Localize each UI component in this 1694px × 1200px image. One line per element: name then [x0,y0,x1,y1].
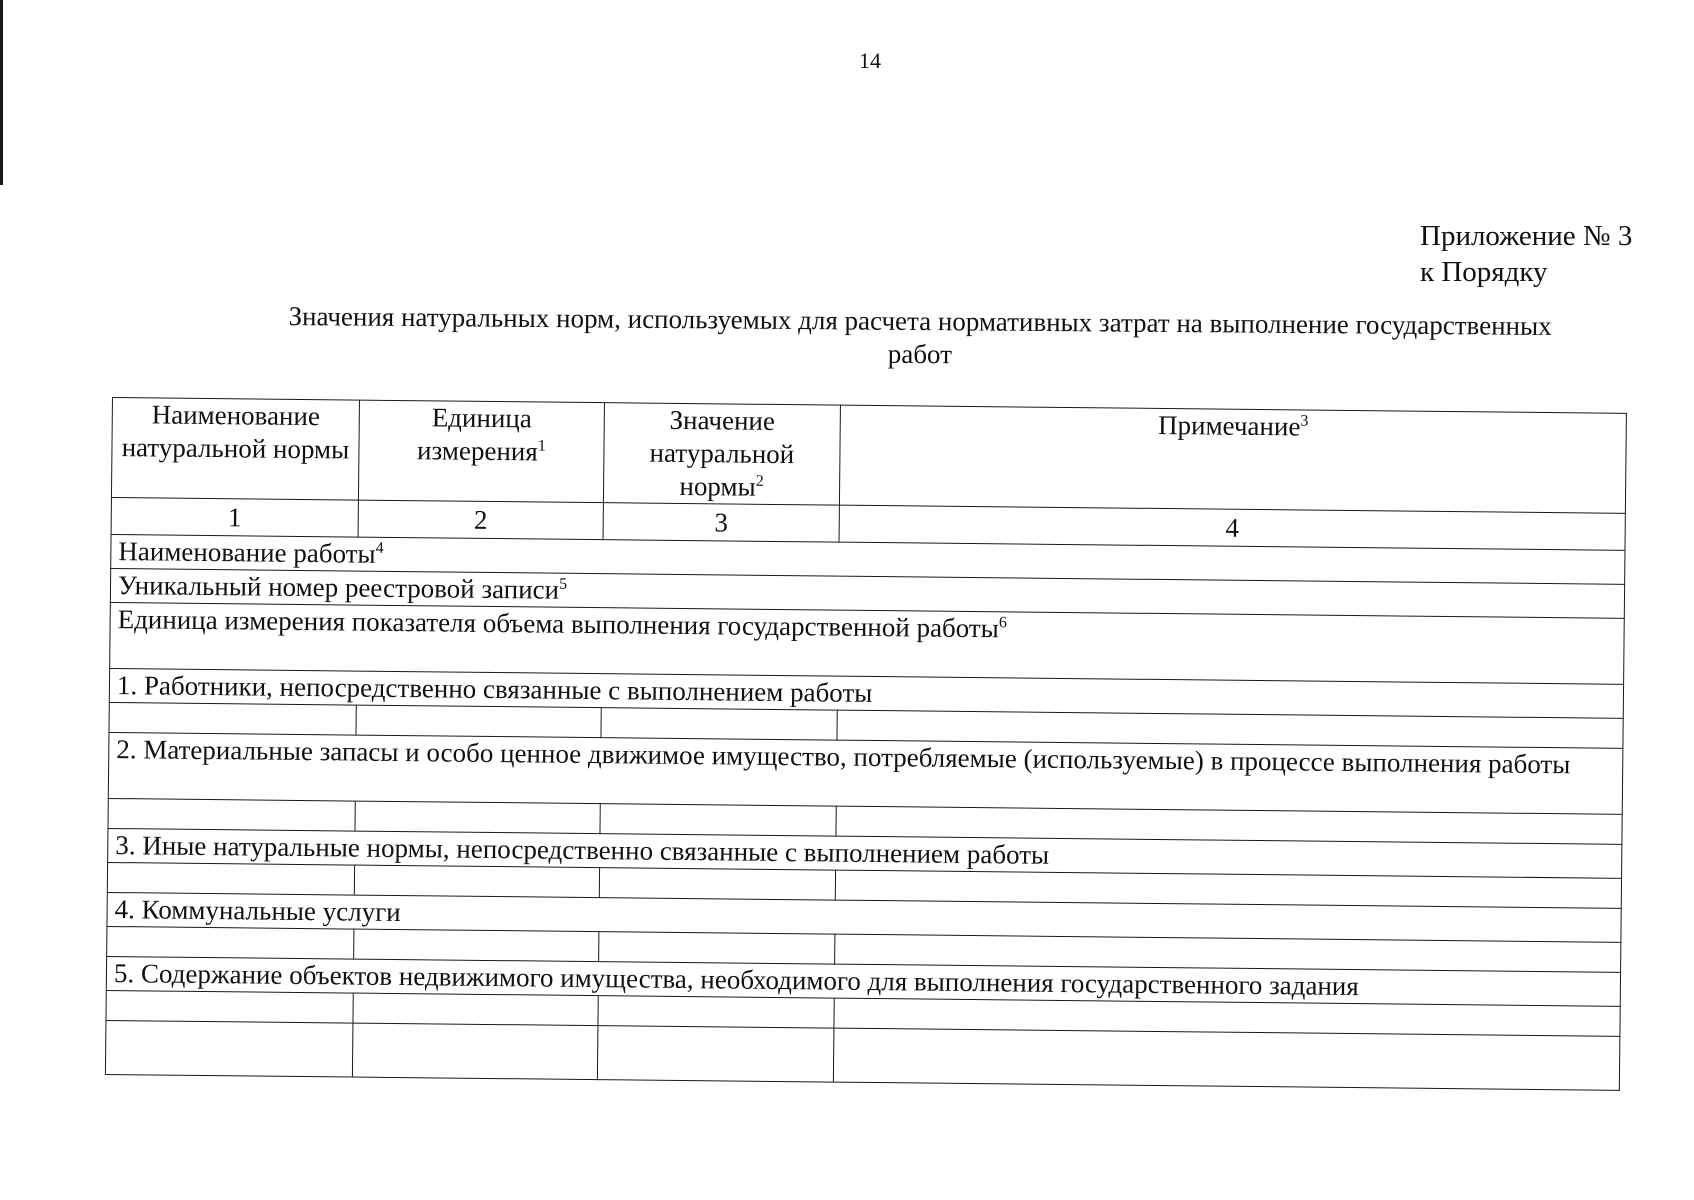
footnote-mark: 3 [1300,412,1309,430]
footnote-mark: 1 [537,437,546,455]
header-unit: Единица измерения$^1$ [358,400,604,503]
section-property-cell: 5. Содержание объектов недвижимого имущества, необходимого для выполнения государственного задания [106,956,1620,1006]
appendix-line-2: к Порядку [1420,256,1548,288]
column-number: 2 [358,500,603,540]
work-name-cell: Наименование работы$^4$ [111,534,1625,584]
title-line-1: Значения натуральных норм, используемых для расчета нормативных затрат на выполнение государственных [288,301,1552,341]
appendix-line-1: Приложение № 3 [1420,220,1633,252]
document-title [200,299,1640,376]
scan-edge-mark [0,0,3,185]
footnote-mark: 6 [998,614,1007,632]
page-number: 14 [859,48,881,73]
registry-number-cell: Уникальный номер реестровой записи$^5$ [110,568,1624,618]
header-norm-name: Наименование натуральной нормы [111,398,359,501]
section-other-norms-cell: 3. Иные натуральные нормы, непосредственно связанные с выполнением работы [108,828,1622,878]
column-number: 4 [839,505,1625,550]
natural-norms-table [105,397,1627,1091]
title-line-2: работ [887,338,953,370]
section-materials-cell: 2. Материальные запасы и особо ценное движимое имущество, потребляемые (используемые) в процессе выполнения работы [108,732,1623,814]
footnote-mark: 2 [755,472,764,490]
section-workers-cell: 1. Работники, непосредственно связанные с выполнением работы [109,668,1623,718]
appendix-caption [1420,218,1632,290]
column-number: 1 [111,497,358,537]
header-note: Примечание$^3$ [839,405,1626,513]
column-number: 3 [603,503,839,542]
footnote-mark: 5 [559,575,568,593]
table-header-row [111,398,1626,514]
volume-unit-cell: Единица измерения показателя объема выполнения государственной работы$^6$ [110,602,1625,684]
footnote-mark: 4 [375,539,384,557]
section-utilities-cell: 4. Коммунальные услуги [107,892,1621,942]
header-norm-value: Значение натуральной нормы$^2$ [603,403,840,505]
